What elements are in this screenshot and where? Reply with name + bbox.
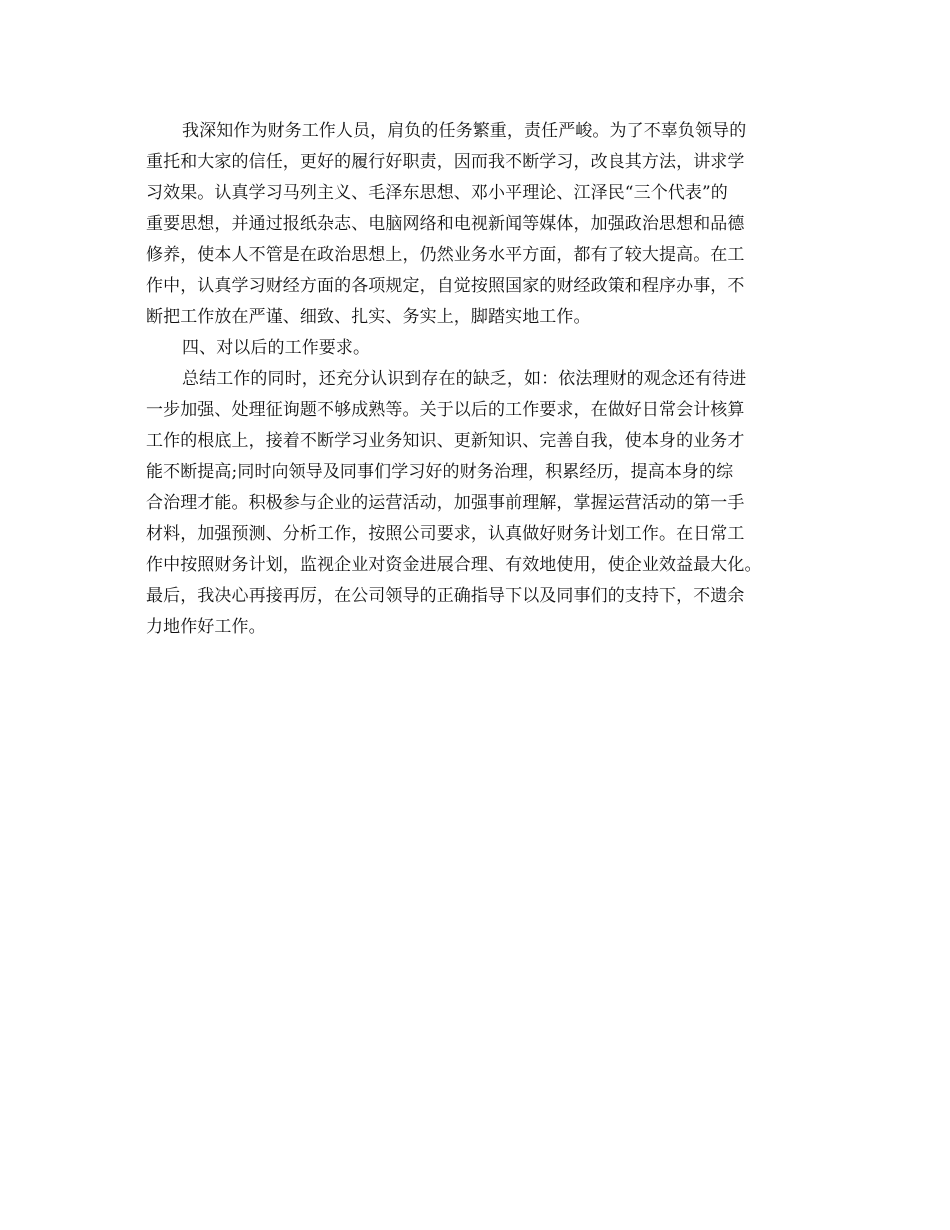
paragraph-line: 力地作好工作。 xyxy=(146,617,266,637)
paragraph-line: 作中按照财务计划，监视企业对资金进展合理、有效地使用，使企业效益最大化。 xyxy=(146,555,762,575)
paragraph-line: 修养，使本人不管是在政治思想上，仍然业务水平方面，都有了较大提高。在工 xyxy=(146,245,745,265)
paragraph-line: 能不断提高;同时向领导及同事们学习好的财务治理，积累经历，提高本身的综 xyxy=(146,462,734,482)
paragraph-line: 作中，认真学习财经方面的各项规定，自觉按照国家的财经政策和程序办事，不 xyxy=(146,276,745,296)
paragraph-line: 总结工作的同时，还充分认识到存在的缺乏，如：依法理财的观念还有待进 xyxy=(182,369,747,389)
paragraph-line: 我深知作为财务工作人员，肩负的任务繁重，责任严峻。为了不辜负领导的 xyxy=(182,121,747,141)
paragraph-line: 重托和大家的信任，更好的履行好职责，因而我不断学习，改良其方法，讲求学 xyxy=(146,152,745,172)
paragraph-line: 材料，加强预测、分析工作，按照公司要求，认真做好财务计划工作。在日常工 xyxy=(146,524,745,544)
document-body xyxy=(146,116,846,643)
paragraph-line: 合治理才能。积极参与企业的运营活动，加强事前理解，掌握运营活动的第一手 xyxy=(146,493,745,513)
paragraph-line: 重要思想，并通过报纸杂志、电脑网络和电视新闻等媒体，加强政治思想和品德 xyxy=(146,214,745,234)
paragraph-line: 一步加强、处理征询题不够成熟等。关于以后的工作要求，在做好日常会计核算 xyxy=(146,400,745,420)
paragraph-line: 断把工作放在严谨、细致、扎实、务实上，脚踏实地工作。 xyxy=(146,307,591,327)
section-heading: 四、对以后的工作要求。 xyxy=(182,338,371,358)
paragraph-line: 最后，我决心再接再厉，在公司领导的正确指导下以及同事们的支持下，不遗余 xyxy=(146,586,745,606)
paragraph-line: 工作的根底上，接着不断学习业务知识、更新知识、完善自我，使本身的业务才 xyxy=(146,431,745,451)
paragraph-line: 习效果。认真学习马列主义、毛泽东思想、邓小平理论、江泽民“三个代表”的 xyxy=(146,183,728,203)
